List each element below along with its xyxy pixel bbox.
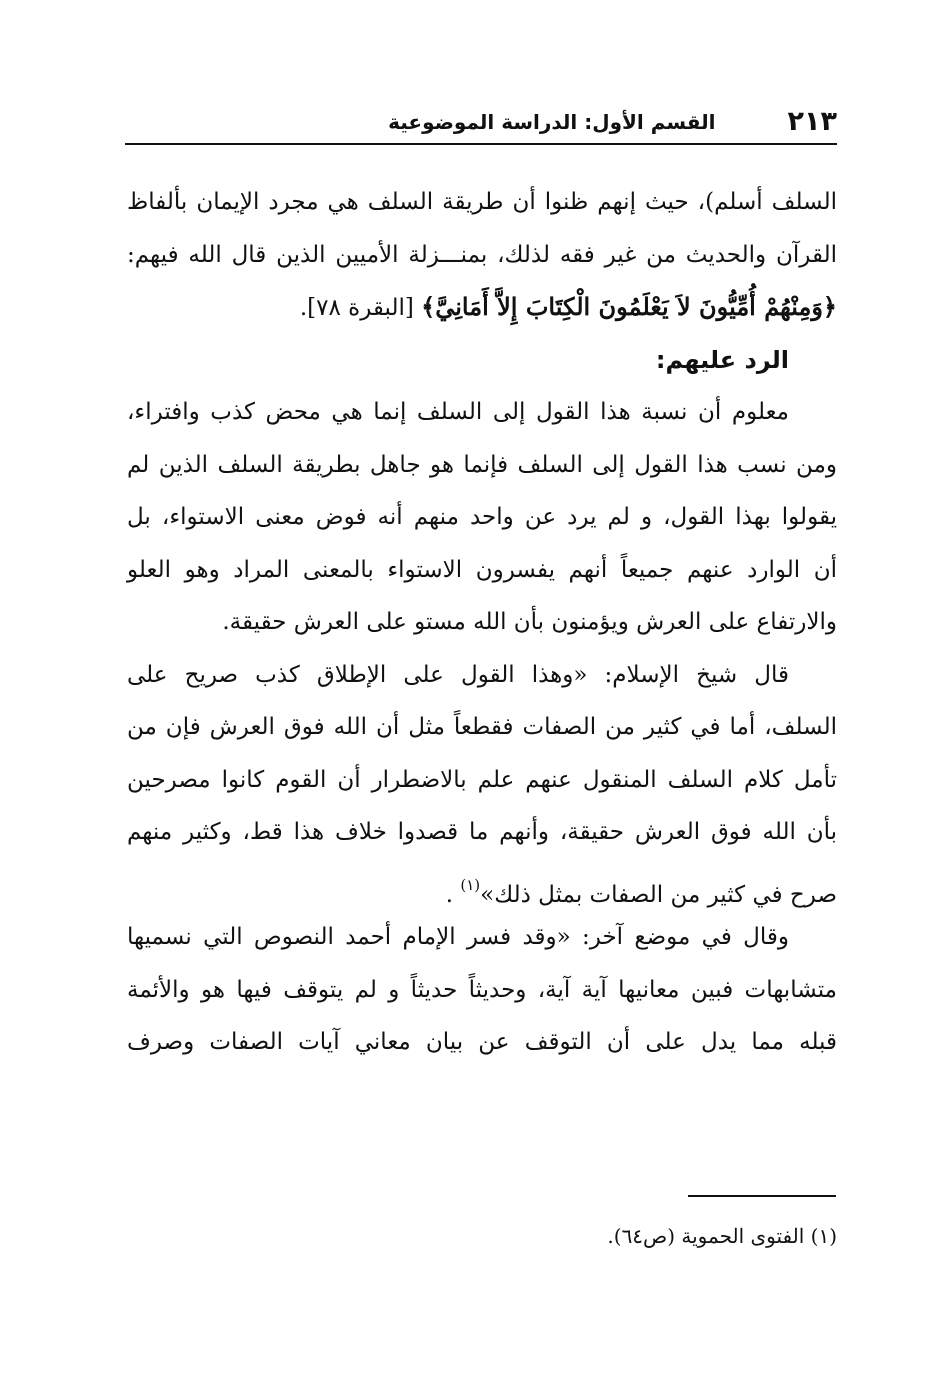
quote-end-text: صرح في كثير من الصفات بمثل ذلك» xyxy=(480,881,837,908)
text-line: وقال في موضع آخر: «وقد فسر الإمام أحمد النصوص التي نسميها xyxy=(127,924,789,950)
text-line: قبله مما يدل على أن التوقف عن بيان معاني آيات الصفات وصرف xyxy=(127,1029,837,1055)
text-line xyxy=(127,859,837,912)
running-header xyxy=(125,100,837,140)
text-line: معلوم أن نسبة هذا القول إلى السلف إنما هي محض كذب وافتراء، xyxy=(127,399,789,425)
verse-citation: [البقرة ٧٨]. xyxy=(299,295,414,321)
text-line: ومن نسب هذا القول إلى السلف فإنما هو جاهل بطريقة السلف الذين لم xyxy=(127,451,837,478)
text-line: والارتفاع على العرش ويؤمنون بأن الله مستو على العرش حقيقة. xyxy=(222,609,837,635)
header-rule xyxy=(125,143,837,145)
text-line: يقولوا بهذا القول، و لم يرد عن واحد منهم أنه فوض معنى الاستواء، بل xyxy=(127,504,837,530)
text-line: السلف أسلم)، حيث إنهم ظنوا أن طريقة السلف هي مجرد الإيمان بألفاظ xyxy=(127,189,837,215)
main-text xyxy=(127,176,837,1069)
quran-verse: ﴿وَمِنْهُمْ أُمِّيُّونَ لاَ يَعْلَمُونَ الْكِتَابَ إِلاَّ أَمَانِيَّ﴾ xyxy=(421,292,837,321)
footnote-reference: (١) xyxy=(460,875,481,894)
quran-verse-line xyxy=(127,281,837,334)
footnote: (١) الفتوى الحموية (ص٦٤). xyxy=(607,1224,837,1248)
text-line: قال شيخ الإسلام: «وهذا القول على الإطلاق كذب صريح على xyxy=(127,661,789,688)
text-line: أن الوارد عنهم جميعاً أنهم يفسرون الاستواء بالمعنى المراد وهو العلو xyxy=(127,556,837,583)
text-line: متشابهات فبين معانيها آية آية، وحديثاً حديثاً و لم يتوقف فيها هو والأئمة xyxy=(127,976,837,1003)
page-number: ٢١٣ xyxy=(787,106,837,137)
footnote-rule xyxy=(688,1195,836,1197)
text-line: القرآن والحديث من غير فقه لذلك، بمنـــزلة الأميين الذين قال الله فيهم: xyxy=(127,241,837,268)
text-line: تأمل كلام السلف المنقول عنهم علم بالاضطرار أن القوم كانوا مصرحين xyxy=(127,766,837,793)
section-title: القسم الأول: الدراسة الموضوعية xyxy=(388,110,716,134)
subheading: الرد عليهم: xyxy=(655,345,789,374)
text-line: السلف، أما في كثير من الصفات فقطعاً مثل أن الله فوق العرش فإن من xyxy=(127,714,837,740)
sentence-period: . xyxy=(445,881,454,908)
text-line: بأن الله فوق العرش حقيقة، وأنهم ما قصدوا خلاف هذا قط، وكثير منهم xyxy=(127,819,837,845)
